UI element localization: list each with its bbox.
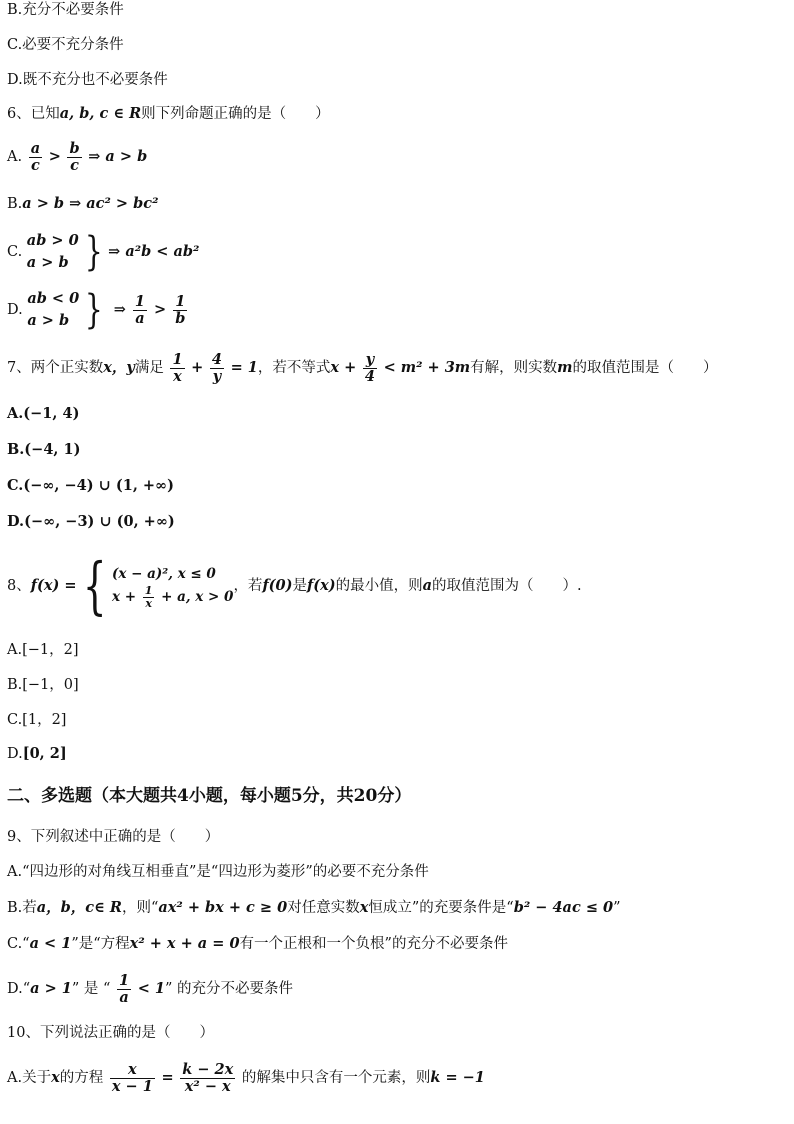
q6-stem: 6、已知a, b, c ∈ R则下列命题正确的是（ ）	[7, 105, 330, 122]
q6-option-a: A. $\frac{a}{c}$ > $\frac{b}{c}$ ⇒ a > b	[7, 139, 148, 174]
fraction: $\frac{1}{a}$	[119, 971, 130, 1006]
q9-option-c: C.“a < 1”是“方程x² + x + a = 0有一个正根和一个负根”的充分不必要条件	[7, 935, 508, 952]
q7-option-b: B.(−4, 1)	[7, 441, 81, 458]
fraction: $\frac{1}{b}$	[175, 292, 186, 327]
fraction: $\frac{b}{c}$	[69, 139, 80, 174]
fraction: $\frac{1}{x}$	[144, 583, 153, 610]
q10-option-a: A.关于x的方程 $\frac{x}{x - 1}$ = $\frac{k - 2x}{\text{x² − x}}$ 的解集中只含有一个元素，则k = −1	[7, 1060, 485, 1095]
q6-option-d: D. ab < 0 a > b } ⇒ $\frac{1}{a}$ > $\frac{1}{b}$	[7, 287, 186, 333]
q8-option-a: A.[−1，2]	[7, 642, 79, 658]
q5-option-c: C.必要不充分条件	[7, 37, 124, 53]
q5-option-d: D.既不充分也不必要条件	[7, 72, 168, 88]
q6-option-c: C. ab > 0 a > b } ⇒ a²b < ab²	[7, 229, 200, 275]
fraction: $\frac{x}{x - 1}$	[111, 1060, 153, 1095]
q9-option-d: D.“a > 1” 是 “ $\frac{1}{a}$ < 1” 的充分不必要条件	[7, 971, 294, 1006]
q7-option-a: A.(−1, 4)	[7, 405, 80, 422]
fraction: $\frac{1}{a}$	[134, 292, 145, 327]
q5-option-b: B.充分不必要条件	[7, 2, 124, 18]
q6-option-b: B.a > b ⇒ ac² > bc²	[7, 195, 159, 212]
fraction: $\frac{y}{4}$	[364, 350, 375, 385]
q9-stem: 9、下列叙述中正确的是（ ）	[7, 829, 220, 845]
fraction: $\frac{a}{c}$	[30, 139, 41, 174]
q9-option-a: A.“四边形的对角线互相垂直”是“四边形为菱形”的必要不充分条件	[7, 864, 429, 880]
section-heading: 二、多选题（本大题共4小题，每小题5分，共20分）	[7, 786, 412, 806]
q8-option-c: C.[1，2]	[7, 712, 67, 728]
q7-option-d: D.(−∞, −3) ∪ (0, +∞)	[7, 513, 175, 530]
q7-stem: 7、两个正实数x，y满足 $\frac{1}{x}$ + $\frac{4}{y}$ = 1，若不等式x + $\frac{y}{4}$ < m² + 3m有解，则实数m的取值范围是（ ）	[7, 350, 718, 385]
q8-stem: 8、 f(x) = { (x − a)², x ≤ 0 x + $\frac{1}{x}$ + a, x > 0 ，若 f(0) 是 f(x) 的最小值，则 a 的取值范围为（ ）.	[7, 549, 582, 622]
fraction: $\frac{1}{x}$	[172, 350, 183, 385]
q10-stem: 10、下列说法正确的是（ ）	[7, 1025, 214, 1041]
q8-option-d: D.[0, 2]	[7, 745, 67, 762]
q8-option-b: B.[−1，0]	[7, 677, 79, 693]
q9-option-b: B.若a，b，c∈ R，则“ax² + bx + c ≥ 0对任意实数x恒成立”的充要条件是“b² − 4ac ≤ 0”	[7, 899, 621, 916]
fraction: $\frac{4}{y}$	[211, 350, 222, 385]
q7-option-c: C.(−∞, −4) ∪ (1, +∞)	[7, 477, 174, 494]
fraction: $\frac{k - 2x}{\text{x² − x}}$	[182, 1060, 234, 1095]
